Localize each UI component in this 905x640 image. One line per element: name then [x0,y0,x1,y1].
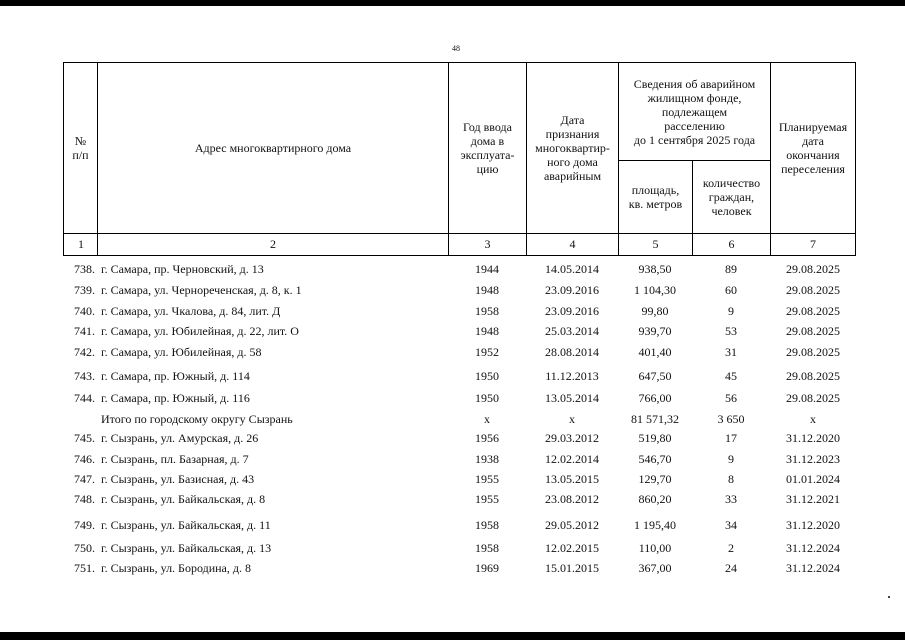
cell-people: 89 [725,262,737,276]
top-border [0,0,905,6]
cell-date: 13.05.2015 [545,472,599,486]
cell-address: г. Самара, ул. Чернореченская, д. 8, к. 1 [101,283,302,297]
header-col-year-text [461,120,515,176]
cell-area: 860,20 [638,492,672,506]
cell-date: 12.02.2015 [545,541,599,555]
cell-people: 17 [725,431,737,445]
col_year-line: цию [476,162,499,176]
cell-year: 1944 [475,262,499,276]
header-col-plan-text [779,120,847,176]
cell-year: 1950 [475,391,499,405]
table-row [0,452,905,470]
header-col-plan [770,62,856,234]
header-col-date [526,62,619,234]
bottom-border [0,632,905,640]
table-row [0,304,905,322]
col_group-line: жилищном фонде, [647,90,742,105]
col_plan-line: окончания [786,148,840,162]
column-number-5: 5 [618,233,693,256]
cell-address: Итого по городскому округу Сызрань [101,412,293,426]
cell-people: 8 [728,472,734,486]
table-row [0,412,905,430]
header-col-no [63,62,98,234]
cell-people: 60 [725,283,737,297]
col_date-line: многоквартир- [535,141,610,155]
cell-date: 11.12.2013 [545,369,599,383]
cell-year: 1955 [475,492,499,506]
cell-year: 1969 [475,561,499,575]
cell-area: 939,70 [638,324,672,338]
column-number-1: 1 [63,233,98,256]
col_area-line: кв. метров [628,197,683,211]
column-number-6: 6 [692,233,771,256]
cell-date: 29.03.2012 [545,431,599,445]
table-row [0,345,905,363]
cell-address: г. Сызрань, ул. Байкальская, д. 11 [101,518,271,532]
cell-address: г. Сызрань, ул. Бородина, д. 8 [101,561,251,575]
header-col-people-text [703,176,760,218]
cell-year: 1938 [475,452,499,466]
col_plan-line: Планируемая [778,120,848,134]
col_date-line: признания [545,127,600,141]
cell-plan: 29.08.2025 [786,304,840,318]
cell-address: г. Сызрань, ул. Байкальская, д. 13 [101,541,272,555]
cell-plan: 29.08.2025 [786,262,840,276]
column-number-7: 7 [770,233,856,256]
table-row [0,324,905,342]
cell-plan: 31.12.2021 [786,492,840,506]
col_no-line: п/п [72,148,89,162]
table-row [0,492,905,510]
col_group-line: подлежащем [661,104,728,119]
cell-address: г. Самара, пр. Черновский, д. 13 [101,262,264,276]
cell-year: 1950 [475,369,499,383]
cell-date: 23.08.2012 [545,492,599,506]
cell-year: 1958 [475,304,499,318]
cell-plan: 31.12.2024 [786,541,840,555]
table-row [0,541,905,559]
page-number: 48 [452,44,460,53]
cell-year: 1955 [475,472,499,486]
cell-date: 23.09.2016 [545,283,599,297]
cell-plan: 29.08.2025 [786,345,840,359]
cell-no: 749. [74,518,95,532]
header-col-people [692,160,771,234]
cell-address: г. Самара, ул. Юбилейная, д. 58 [101,345,262,359]
cell-no: 741. [74,324,95,338]
header-col-address [97,62,449,234]
table-row [0,472,905,490]
cell-address: г. Самара, ул. Чкалова, д. 84, лит. Д [101,304,281,318]
col_plan-line: дата [802,134,824,148]
cell-people: 45 [725,369,737,383]
table-row [0,262,905,280]
table-row [0,369,905,387]
cell-no: 739. [74,283,95,297]
col_people-line: количество [702,176,761,190]
cell-area: 367,00 [638,561,672,575]
cell-area: 129,70 [638,472,672,486]
col_area-line: площадь, [631,183,680,197]
col_date-line: Дата [560,113,585,127]
column-number-4: 4 [526,233,619,256]
cell-area: 81 571,32 [631,412,679,426]
cell-area: 401,40 [638,345,672,359]
column-number-3: 3 [448,233,527,256]
cell-date: 12.02.2014 [545,452,599,466]
cell-address: г. Сызрань, ул. Базисная, д. 43 [101,472,255,486]
cell-no: 740. [74,304,95,318]
col_date-line: аварийным [543,169,602,183]
cell-address: г. Самара, ул. Юбилейная, д. 22, лит. О [101,324,299,338]
cell-plan: 31.12.2020 [786,518,840,532]
header-col-date-text [535,113,610,183]
cell-date: 25.03.2014 [545,324,599,338]
cell-year: 1958 [475,518,499,532]
cell-people: 9 [728,452,734,466]
cell-no: 750. [74,541,95,555]
cell-plan: 01.01.2024 [786,472,840,486]
header-address-label: Адрес многоквартирного дома [194,141,352,155]
cell-people: 31 [725,345,737,359]
cell-no: 743. [74,369,95,383]
col_people-line: граждан, [708,190,755,204]
cell-people: 24 [725,561,737,575]
cell-people: 3 650 [717,412,745,426]
cell-no: 745. [74,431,95,445]
col_no-line: № [74,134,87,148]
col_group-line: Сведения об аварийном [633,76,756,91]
cell-people: 53 [725,324,737,338]
cell-address: г. Сызрань, ул. Амурская, д. 26 [101,431,259,445]
cell-area: 766,00 [638,391,672,405]
cell-plan: 29.08.2025 [786,369,840,383]
cell-plan: 31.12.2024 [786,561,840,575]
cell-year: 1958 [475,541,499,555]
cell-no: 748. [74,492,95,506]
column-number-2: 2 [97,233,449,256]
cell-plan: 29.08.2025 [786,391,840,405]
header-col-area [618,160,693,234]
cell-address: г. Сызрань, ул. Байкальская, д. 8 [101,492,266,506]
cell-date: 14.05.2014 [545,262,599,276]
cell-no: 738. [74,262,95,276]
header-col-no-text [72,134,88,162]
cell-year: х [484,412,490,426]
cell-no: 746. [74,452,95,466]
cell-date: 29.05.2012 [545,518,599,532]
cell-people: 2 [728,541,734,555]
col_people-line: человек [711,204,752,218]
cell-people: 9 [728,304,734,318]
col_year-line: Год ввода [463,120,512,134]
header-col-group-text [634,77,755,147]
cell-plan: 31.12.2023 [786,452,840,466]
cell-people: 34 [725,518,737,532]
cell-plan: 31.12.2020 [786,431,840,445]
cell-year: 1948 [475,283,499,297]
cell-no: 742. [74,345,95,359]
header-col-area-text [629,183,682,211]
table-row [0,561,905,579]
table-row [0,431,905,449]
col_group-line: расселению [664,118,725,133]
cell-area: 110,00 [638,541,672,555]
cell-date: 23.09.2016 [545,304,599,318]
col_year-line: эксплуата- [460,148,515,162]
cell-plan: 29.08.2025 [786,324,840,338]
cell-area: 1 195,40 [634,518,676,532]
cell-plan: 29.08.2025 [786,283,840,297]
cell-area: 519,80 [638,431,672,445]
cell-year: 1956 [475,431,499,445]
cell-people: 56 [725,391,737,405]
cell-no: 744. [74,391,95,405]
table-row [0,391,905,409]
col_date-line: ного дома [547,155,598,169]
header-col-group [618,62,771,161]
cell-address: г. Самара, пр. Южный, д. 116 [101,391,250,405]
cell-date: 28.08.2014 [545,345,599,359]
cell-area: 99,80 [641,304,669,318]
table-row [0,518,905,536]
cell-date: 15.01.2015 [545,561,599,575]
cell-address: г. Самара, пр. Южный, д. 114 [101,369,250,383]
cell-year: 1948 [475,324,499,338]
cell-address: г. Сызрань, пл. Базарная, д. 7 [101,452,249,466]
col_year-line: дома в [470,134,505,148]
cell-year: 1952 [475,345,499,359]
cell-people: 33 [725,492,737,506]
cell-area: 647,50 [638,369,672,383]
cell-no: 747. [74,472,95,486]
cell-area: 1 104,30 [634,283,676,297]
cell-date: х [569,412,575,426]
col_group-line: до 1 сентября 2025 года [633,132,756,147]
cell-no: 751. [74,561,95,575]
header-col-year [448,62,527,234]
col_plan-line: переселения [781,162,845,176]
cell-date: 13.05.2014 [545,391,599,405]
table-row [0,283,905,301]
cell-area: 546,70 [638,452,672,466]
cell-area: 938,50 [638,262,672,276]
cell-plan: х [810,412,816,426]
scan-speck [888,596,890,598]
